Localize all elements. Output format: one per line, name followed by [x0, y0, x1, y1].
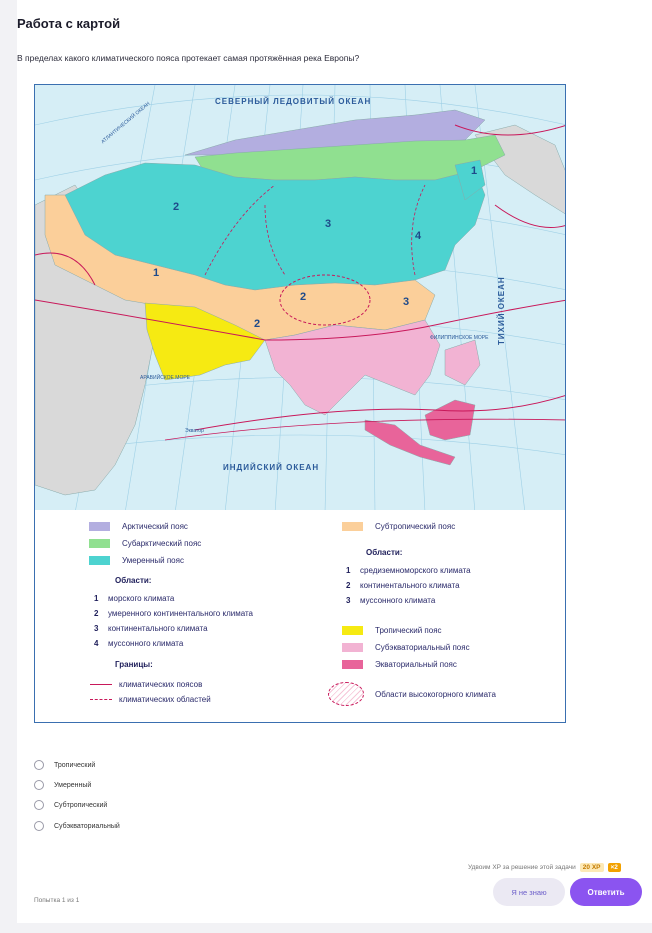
question-text: В пределах какого климатического пояса протекает самая протяжённая река Европы?: [17, 53, 360, 63]
legend-tropical: Тропический пояс: [375, 626, 442, 635]
belt-border-line: [90, 684, 112, 685]
zone-number: 4: [415, 230, 422, 242]
equator-label: Экватор: [185, 428, 204, 434]
zone-number: 1: [153, 267, 160, 279]
area-num: 3: [94, 624, 99, 633]
attempt-counter: Попытка 1 из 1: [34, 897, 80, 904]
zone-number: 3: [325, 218, 332, 230]
areas-left-title: Области:: [115, 576, 152, 585]
zone-number: 1: [471, 165, 478, 177]
zone-number: 3: [403, 296, 410, 308]
climate-map: [34, 84, 566, 524]
zone-number: 2: [254, 318, 261, 330]
answer-option[interactable]: [34, 760, 95, 770]
radio-button[interactable]: [34, 780, 44, 790]
arctic-ocean-label: СЕВЕРНЫЙ ЛЕДОВИТЫЙ ОКЕАН: [215, 97, 372, 106]
subarctic-swatch: [89, 539, 110, 548]
area-label: средиземноморского климата: [360, 566, 471, 575]
arctic-swatch: [89, 522, 110, 531]
borders-title: Границы:: [115, 660, 153, 669]
answer-label: Умеренный: [54, 781, 92, 789]
multiplier-badge: ×2: [608, 863, 621, 872]
area-num: 2: [94, 609, 99, 618]
area-num: 2: [346, 581, 351, 590]
legend-arctic: Арктический пояс: [122, 522, 188, 531]
area-label: муссонного климата: [108, 639, 184, 648]
area-num: 1: [94, 594, 99, 603]
area-label: континентального климата: [108, 624, 208, 633]
zone-number: 2: [173, 201, 180, 213]
area-label: муссонного климата: [360, 596, 436, 605]
atlantic-ocean-label: АТЛАНТИЧЕСКИЙ ОКЕАН: [100, 100, 152, 146]
area-border-line: [90, 699, 112, 700]
answer-option[interactable]: [34, 821, 120, 831]
answer-option[interactable]: [34, 800, 107, 810]
tropical-swatch: [342, 626, 363, 635]
xp-badge: 20 XP: [580, 863, 604, 872]
legend-area-borders: климатических областей: [119, 695, 211, 704]
area-num: 4: [94, 639, 99, 648]
philippine-sea-label: ФИЛИППИНСКОЕ МОРЕ: [430, 335, 489, 341]
answer-label: Тропический: [54, 761, 96, 769]
arabian-sea-label: АРАВИЙСКОЕ МОРЕ: [140, 375, 190, 381]
answer-option[interactable]: [34, 780, 91, 790]
area-label: морского климата: [108, 594, 175, 603]
legend-subequatorial: Субэкваториальный пояс: [375, 643, 470, 652]
areas-right-title: Области:: [366, 548, 403, 557]
area-num: 1: [346, 566, 351, 575]
answer-label: Субтропический: [54, 801, 108, 809]
radio-button[interactable]: [34, 800, 44, 810]
legend-subtropical: Субтропический пояс: [375, 522, 456, 531]
radio-button[interactable]: [34, 821, 44, 831]
zone-number: 2: [300, 291, 307, 303]
task-title: Работа с картой: [17, 16, 121, 31]
legend-temperate: Умеренный пояс: [122, 556, 184, 565]
submit-answer-button[interactable]: Ответить: [570, 878, 642, 906]
legend-belt-borders: климатических поясов: [119, 680, 203, 689]
pacific-ocean-label: ТИХИЙ ОКЕАН: [497, 276, 506, 345]
dont-know-button[interactable]: Я не знаю: [493, 878, 565, 906]
area-num: 3: [346, 596, 351, 605]
temperate-swatch: [89, 556, 110, 565]
highland-swatch: [328, 682, 364, 706]
legend-equatorial: Экваториальный пояс: [375, 660, 457, 669]
subtropical-swatch: [342, 522, 363, 531]
equatorial-swatch: [342, 660, 363, 669]
answer-label: Субэкваториальный: [54, 822, 120, 830]
indian-ocean-label: ИНДИЙСКИЙ ОКЕАН: [223, 463, 320, 472]
legend-subarctic: Субарктический пояс: [122, 539, 202, 548]
area-label: умеренного континентального климата: [108, 609, 253, 618]
area-label: континентального климата: [360, 581, 460, 590]
legend-highland: Области высокогорного климата: [375, 690, 496, 699]
radio-button[interactable]: [34, 760, 44, 770]
map-legend: [34, 510, 566, 723]
bonus-text: Удвоим XP за решение этой задачи: [468, 864, 576, 871]
xp-bonus: [468, 863, 621, 872]
subequatorial-swatch: [342, 643, 363, 652]
